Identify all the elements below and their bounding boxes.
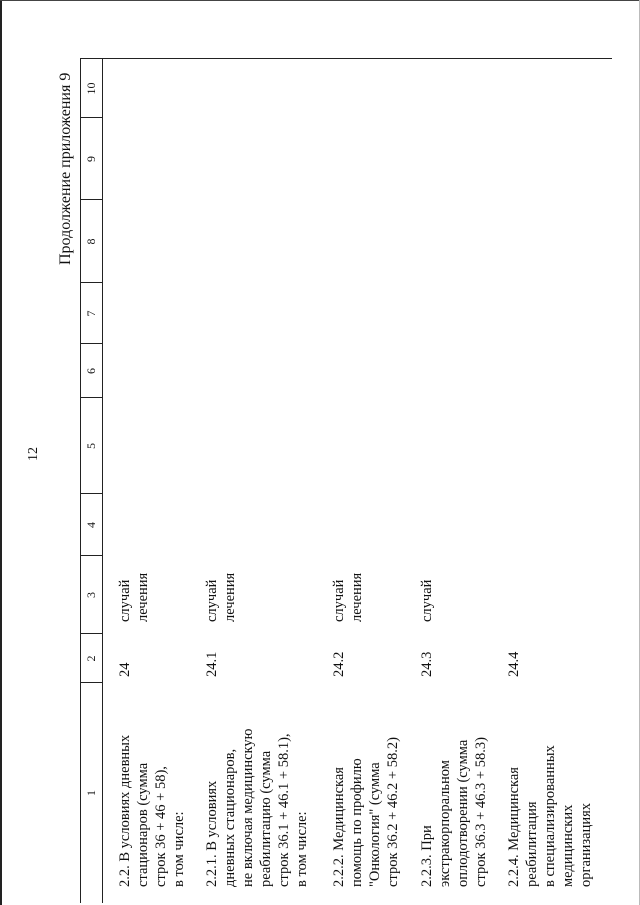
column-number-9: 9: [84, 156, 98, 162]
page-number: 12: [26, 447, 41, 461]
row-unit-2-2-3: случай: [419, 579, 435, 622]
row-name-2-2-4: 2.2.4. Медицинская реабилитация в специализированных медицинских организациях: [506, 745, 594, 887]
row-code-2-2-3: 24.3: [419, 651, 435, 677]
row-name-2-2: 2.2. В условиях дневных стационаров (сумма строк 36 + 46 + 58), в том числе:: [117, 734, 187, 887]
row-code-2-2-1: 24.1: [204, 651, 220, 677]
row-name-2-2-2: 2.2.2. Медицинская помощь по профилю "Онкология" (сумма строк 36.2 + 46.2 + 58.2): [331, 737, 401, 887]
column-number-4: 4: [84, 522, 98, 528]
column-number-7: 7: [84, 310, 98, 317]
column-number-6: 6: [84, 368, 98, 374]
column-number-10: 10: [84, 82, 98, 95]
row-unit-2-2: случай лечения: [117, 572, 151, 622]
column-number-5: 5: [84, 443, 98, 449]
row-name-2-2-1: 2.2.1. В условиях дневных стационаров, не включая медицинскую реабилитацию (сумма строк 36.1 + 46.1 + 58.1), в том числе:: [204, 728, 310, 887]
column-number-8: 8: [84, 238, 98, 245]
table-right-border: [80, 58, 612, 59]
column-number-2: 2: [84, 655, 98, 662]
row-unit-2-2-1: случай лечения: [204, 572, 238, 622]
appendix-continuation-note: Продолжение приложения 9: [57, 72, 74, 265]
row-code-2-2: 24: [117, 662, 133, 677]
column-number-3: 3: [84, 592, 98, 598]
row-code-2-2-2: 24.2: [331, 651, 347, 677]
column-number-1: 1: [84, 790, 98, 796]
row-name-2-2-3: 2.2.3. При экстракорпоральном оплодотворении (сумма строк 36.3 + 46.3 + 58.3): [419, 737, 489, 887]
table-header-bottom-border: [102, 58, 103, 903]
table-top-border: [80, 58, 81, 903]
row-code-2-2-4: 24.4: [506, 651, 522, 677]
row-unit-2-2-2: случай лечения: [331, 572, 365, 622]
